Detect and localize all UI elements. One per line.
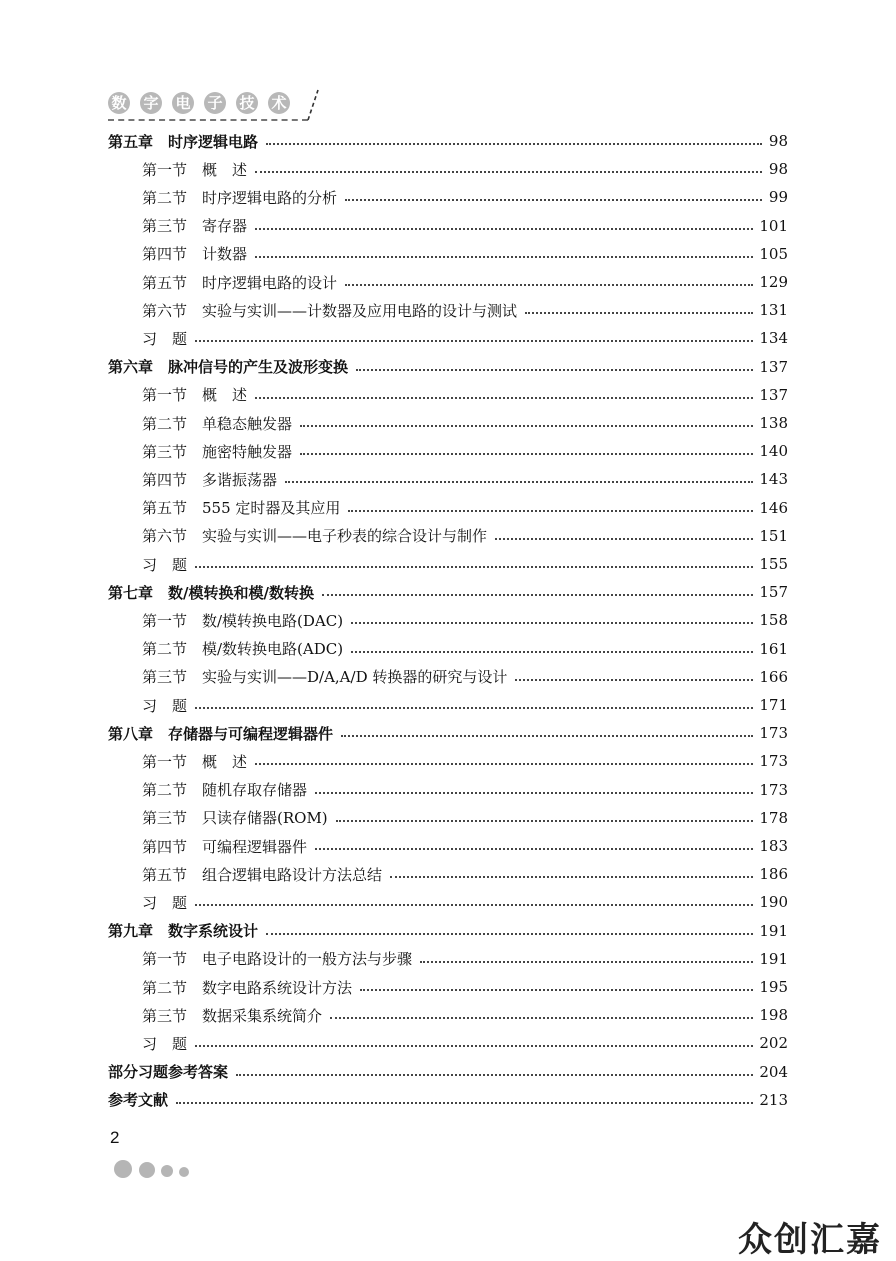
dot-leader — [176, 1102, 753, 1104]
toc-entry-title: 习 题 — [142, 1034, 188, 1053]
toc-entry-title: 第八章 存储器与可编程逻辑器件 — [108, 724, 334, 743]
toc-section-entry[interactable] — [142, 241, 788, 267]
toc-chapter-entry[interactable] — [108, 918, 788, 944]
dot-leader — [345, 284, 753, 286]
toc-entry-title: 第一节 概 述 — [142, 752, 248, 771]
toc-section-entry[interactable] — [142, 1002, 788, 1028]
dot-leader — [255, 763, 753, 765]
toc-entry-page: 105 — [759, 244, 788, 263]
toc-entry-title: 第一节 数/模转换电路(DAC) — [142, 611, 344, 630]
toc-entry-page: 173 — [759, 752, 788, 771]
dot-leader — [255, 256, 753, 258]
toc-entry-title: 第二节 时序逻辑电路的分析 — [142, 188, 338, 207]
toc-section-entry[interactable] — [142, 974, 788, 1000]
toc-section-entry[interactable] — [142, 523, 788, 549]
toc-section-entry[interactable] — [142, 325, 788, 351]
toc-entry-page: 173 — [759, 724, 788, 743]
toc-chapter-entry[interactable] — [108, 1059, 788, 1085]
toc-section-entry[interactable] — [142, 495, 788, 521]
dot-leader — [351, 651, 753, 653]
dot-leader — [266, 143, 762, 145]
dot-leader — [341, 735, 753, 737]
toc-section-entry[interactable] — [142, 636, 788, 662]
toc-entry-title: 习 题 — [142, 696, 188, 715]
toc-entry-page: 131 — [759, 301, 788, 320]
dot-leader — [300, 425, 753, 427]
footer-dot — [114, 1160, 132, 1178]
header-char: 字 — [140, 92, 162, 114]
toc-entry-page: 213 — [759, 1090, 788, 1109]
toc-section-entry[interactable] — [142, 382, 788, 408]
dot-leader — [515, 679, 753, 681]
toc-entry-page: 186 — [759, 865, 788, 884]
toc-section-entry[interactable] — [142, 1030, 788, 1056]
toc-entry-title: 第七章 数/模转换和模/数转换 — [108, 583, 314, 602]
toc-entry-page: 151 — [759, 526, 788, 545]
toc-entry-title: 习 题 — [142, 893, 188, 912]
toc-entry-title: 第六章 脉冲信号的产生及波形变换 — [108, 358, 349, 377]
toc-entry-page: 99 — [768, 188, 788, 207]
dot-leader — [525, 312, 753, 314]
dot-leader — [351, 622, 753, 624]
toc-entry-title: 第三节 只读存储器(ROM) — [142, 809, 328, 828]
toc-chapter-entry[interactable] — [108, 128, 788, 154]
toc-section-entry[interactable] — [142, 805, 788, 831]
toc-entry-page: 146 — [759, 498, 788, 517]
toc-entry-page: 202 — [759, 1034, 788, 1053]
dot-leader — [195, 904, 753, 906]
toc-entry-page: 195 — [759, 978, 788, 996]
toc-entry-title: 第五节 时序逻辑电路的设计 — [142, 273, 338, 292]
dot-leader — [195, 1045, 753, 1047]
toc-entry-title: 第四节 计数器 — [142, 245, 248, 264]
toc-entry-title: 第二节 单稳态触发器 — [142, 414, 293, 433]
toc-section-entry[interactable] — [142, 551, 788, 577]
toc-entry-page: 183 — [759, 837, 788, 855]
header-char: 子 — [204, 92, 226, 114]
dot-leader — [255, 171, 762, 173]
toc-entry-page: 140 — [759, 442, 788, 461]
dot-leader — [315, 792, 753, 794]
toc-section-entry[interactable] — [142, 269, 788, 295]
toc-section-entry[interactable] — [142, 607, 788, 633]
toc-entry-page: 191 — [759, 921, 788, 940]
toc-entry-page: 198 — [759, 1006, 788, 1025]
toc-entry-page: 190 — [759, 893, 788, 912]
dot-leader — [266, 933, 753, 935]
toc-section-entry[interactable] — [142, 410, 788, 436]
toc-entry-page: 173 — [759, 780, 788, 799]
toc-entry-page: 138 — [759, 414, 788, 432]
dot-leader — [420, 961, 753, 963]
header-char: 术 — [268, 92, 290, 114]
page-number: 2 — [110, 1128, 120, 1147]
toc-entry-title: 第二节 模/数转换电路(ADC) — [142, 640, 344, 659]
brand-watermark: 众创汇嘉 — [738, 1220, 882, 1260]
footer-dot — [161, 1165, 173, 1177]
footer-dot — [179, 1167, 189, 1177]
dot-leader — [360, 989, 753, 991]
toc-section-entry[interactable] — [142, 692, 788, 718]
toc-entry-page: 143 — [759, 470, 788, 489]
toc-chapter-entry[interactable] — [108, 1087, 788, 1113]
dot-leader — [348, 510, 753, 512]
toc-entry-title: 第五节 组合逻辑电路设计方法总结 — [142, 865, 383, 884]
toc-entry-title: 第三节 施密特触发器 — [142, 442, 293, 461]
toc-entry-title: 第五章 时序逻辑电路 — [108, 132, 259, 151]
footer-dot — [139, 1162, 155, 1178]
toc-entry-title: 第一节 电子电路设计的一般方法与步骤 — [142, 950, 413, 969]
dot-leader — [322, 594, 753, 596]
toc-entry-page: 191 — [759, 949, 788, 968]
toc-entry-page: 98 — [768, 160, 788, 179]
dot-leader — [336, 820, 754, 822]
toc-section-entry[interactable] — [142, 777, 788, 803]
dot-leader — [195, 707, 753, 709]
toc-entry-title: 部分习题参考答案 — [108, 1063, 229, 1082]
toc-entry-title: 习 题 — [142, 555, 188, 574]
toc-entry-page: 155 — [759, 555, 788, 573]
toc-section-entry[interactable] — [142, 466, 788, 492]
toc-entry-page: 101 — [759, 216, 788, 235]
header-char: 电 — [172, 92, 194, 114]
dot-leader — [255, 397, 753, 399]
header-char: 数 — [108, 92, 130, 114]
dot-leader — [495, 538, 753, 540]
dot-leader — [390, 876, 753, 878]
toc-entry-page: 204 — [759, 1062, 788, 1081]
toc-entry-page: 158 — [759, 611, 788, 630]
dot-leader — [300, 453, 753, 455]
toc-section-entry[interactable] — [142, 664, 788, 690]
toc-entry-page: 134 — [759, 329, 788, 348]
toc-section-entry[interactable] — [142, 297, 788, 323]
toc-entry-page: 166 — [759, 667, 788, 686]
toc-entry-title: 第三节 实验与实训——D/A,A/D 转换器的研究与设计 — [142, 668, 508, 687]
toc-section-entry[interactable] — [142, 748, 788, 774]
toc-section-entry[interactable] — [142, 438, 788, 464]
toc-entry-page: 171 — [759, 696, 788, 714]
toc-entry-page: 129 — [759, 273, 788, 291]
dot-leader — [315, 848, 753, 850]
dot-leader — [285, 481, 753, 483]
dot-leader — [195, 340, 753, 342]
toc-section-entry[interactable] — [142, 213, 788, 239]
toc-entry-page: 137 — [759, 385, 788, 404]
toc-entry-title: 参考文献 — [108, 1091, 169, 1110]
toc-entry-title: 第一节 概 述 — [142, 386, 248, 405]
dot-leader — [195, 566, 753, 568]
header-char: 技 — [236, 92, 258, 114]
toc-entry-title: 第四节 可编程逻辑器件 — [142, 837, 308, 856]
toc-entry-title: 第五节 555 定时器及其应用 — [142, 499, 341, 518]
toc-entry-title: 第三节 寄存器 — [142, 217, 248, 236]
toc-section-entry[interactable] — [142, 184, 788, 210]
toc-entry-title: 第二节 随机存取存储器 — [142, 781, 308, 800]
toc-chapter-entry[interactable] — [108, 354, 788, 380]
toc-section-entry[interactable] — [142, 833, 788, 859]
toc-entry-page: 161 — [759, 639, 788, 658]
dot-leader — [356, 369, 753, 371]
toc-entry-title: 第一节 概 述 — [142, 160, 248, 179]
toc-entry-page: 98 — [768, 132, 788, 150]
toc-section-entry[interactable] — [142, 889, 788, 915]
toc-entry-title: 第六节 实验与实训——计数器及应用电路的设计与测试 — [142, 301, 518, 320]
toc-entry-title: 第二节 数字电路系统设计方法 — [142, 978, 353, 997]
dot-leader — [330, 1017, 753, 1019]
toc-chapter-entry[interactable] — [108, 720, 788, 746]
toc-entry-title: 第三节 数据采集系统简介 — [142, 1006, 323, 1025]
toc-section-entry[interactable] — [142, 946, 788, 972]
toc-entry-page: 157 — [759, 583, 788, 602]
toc-entry-page: 178 — [759, 808, 788, 827]
toc-entry-title: 第六节 实验与实训——电子秒表的综合设计与制作 — [142, 527, 488, 546]
toc-entry-page: 137 — [759, 357, 788, 376]
toc-entry-title: 第四节 多谐振荡器 — [142, 470, 278, 489]
dot-leader — [236, 1074, 753, 1076]
dot-leader — [345, 199, 762, 201]
dot-leader — [255, 228, 753, 230]
toc-entry-title: 习 题 — [142, 329, 188, 348]
toc-section-entry[interactable] — [142, 156, 788, 182]
toc-entry-title: 第九章 数字系统设计 — [108, 922, 259, 941]
toc-chapter-entry[interactable] — [108, 579, 788, 605]
toc-section-entry[interactable] — [142, 861, 788, 887]
